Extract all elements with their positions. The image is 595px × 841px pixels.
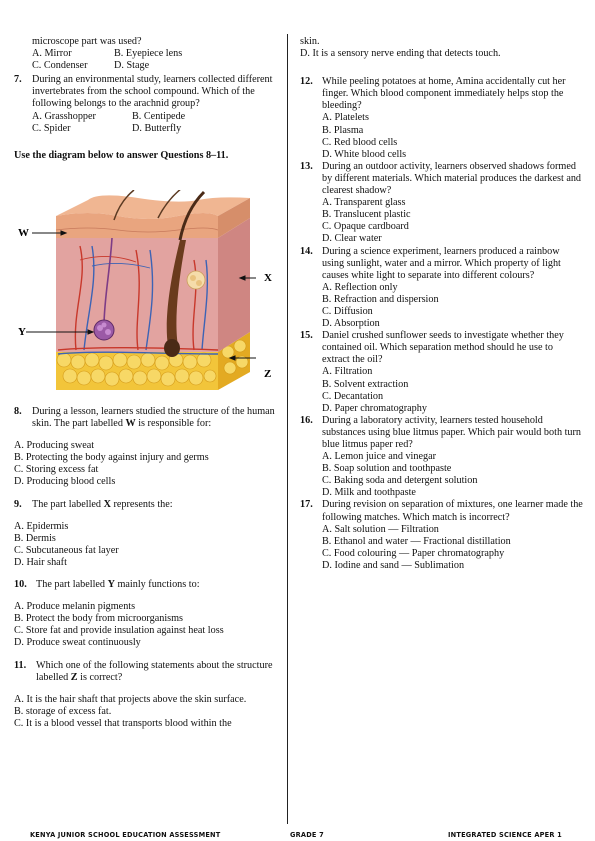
question-9: 9. The part labelled X represents the: [14, 498, 173, 510]
q16-option-d[interactable]: D. Milk and toothpaste [322, 487, 416, 499]
epidermis-layer [56, 195, 250, 238]
footer-paper: INTEGRATED SCIENCE APER 1 [448, 831, 562, 839]
q8-option-d[interactable]: D. Producing blood cells [14, 476, 116, 488]
q7-option-b[interactable]: B. Centipede [132, 110, 186, 122]
left-column-lower [14, 406, 276, 730]
q12-option-a[interactable]: A. Platelets [322, 112, 369, 124]
q12-option-d[interactable]: D. White blood cells [322, 148, 407, 160]
q7-option-d[interactable]: D. Butterfly [132, 122, 182, 134]
label-x: X [264, 272, 272, 284]
q17-option-d[interactable]: D. Iodine and sand — Sublimation [322, 559, 465, 571]
sebaceous-gland [187, 271, 205, 289]
question-17: 17. During revision on separation of mixtures, one learner made the following matches. Which match is incorrect? A. Salt solution — Filtration B. Ethanol and water — Fractional distillation C. Food colouring — Paper chromatography D. Iodine and sand — Sublimation [300, 499, 583, 571]
q14-option-d[interactable]: D. Absorption [322, 318, 380, 330]
column-divider [287, 34, 288, 824]
q13-option-d[interactable]: D. Clear water [322, 233, 382, 245]
label-y: Y [18, 326, 26, 338]
q11-options [14, 694, 276, 730]
question-10: 10. The part labelled Y mainly functions to: [14, 579, 200, 591]
q6-option-b[interactable]: B. Eyepiece lens [114, 48, 183, 60]
q11-continued: skin. D. It is a sensory nerve ending that detects touch. [300, 36, 583, 60]
diagram-heading: Use the diagram below to answer Questions 8–11. [14, 149, 229, 161]
question-16: 16. During a laboratory activity, learners tested household substances using blue litmus paper. Which pair would both turn blue litmus paper red? A. Lemon juice and vinegar B. Soap solution and toothpaste C. Baking soda and detergent solution D. Milk and toothpaste [300, 414, 581, 499]
q12-option-c[interactable]: C. Red blood cells [322, 136, 398, 148]
q9-option-d[interactable]: D. Hair shaft [14, 556, 67, 568]
q10-option-a[interactable]: A. Produce melanin pigments [14, 601, 136, 613]
footer-exam-name: KENYA JUNIOR SCHOOL EDUCATION ASSESSMENT [30, 831, 221, 839]
left-column [14, 36, 276, 162]
q11-option-d[interactable]: D. It is a sensory nerve ending that detects touch. [300, 48, 501, 60]
label-z: Z [264, 368, 272, 380]
question-13: 13. During an outdoor activity, learners observed shadows formed by different materials. Which material produces the darkest and clearest shadow? A. Transparent glass B. Translucent plastic C. Opaque cardboard D. Clear water [300, 160, 582, 245]
q7-option-a[interactable]: A. Grasshopper [32, 110, 96, 122]
q7-option-c[interactable]: C. Spider [32, 122, 71, 134]
q11-option-b[interactable]: B. storage of excess fat. [14, 705, 112, 717]
q15-option-b[interactable]: B. Solvent extraction [322, 378, 409, 390]
skin-cross-section-diagram [18, 190, 280, 400]
q8-option-b[interactable]: B. Protecting the body against injury and germs [14, 452, 209, 464]
q9-options [14, 521, 276, 569]
question-7: 7. During an environmental study, learners collected different invertebrates from the school compound. Which of the following belongs to the arachnid group? A. Grasshopper B. Centipede C. Spider D. Butterfly [14, 74, 276, 134]
q8-options [14, 440, 276, 488]
q14-option-a[interactable]: A. Reflection only [322, 281, 398, 293]
q17-option-a[interactable]: A. Salt solution — Filtration [322, 523, 439, 535]
q17-option-b[interactable]: B. Ethanol and water — Fractional distillation [322, 535, 511, 547]
q9-option-a[interactable]: A. Epidermis [14, 520, 69, 532]
question-12: 12. While peeling potatoes at home, Amina accidentally cut her finger. Which blood component immediately helps stop the bleeding? A. Platelets B. Plasma C. Red blood cells D. White blood cells [300, 76, 583, 161]
q14-option-c[interactable]: C. Diffusion [322, 305, 373, 317]
q15-option-c[interactable]: C. Decantation [322, 390, 384, 402]
footer-grade: GRADE 7 [290, 831, 324, 839]
q17-option-c[interactable]: C. Food colouring — Paper chromatography [322, 547, 505, 559]
question-6-tail: microscope part was used? A. Mirror B. Eyepiece lens C. Condenser D. Stage [32, 36, 183, 72]
q15-option-d[interactable]: D. Paper chromatography [322, 402, 427, 414]
q11-option-c[interactable]: C. It is a blood vessel that transports blood within the [14, 717, 232, 729]
q11-option-a[interactable]: A. It is the hair shaft that projects above the skin surface. [14, 693, 247, 705]
q9-option-c[interactable]: C. Subcutaneous fat layer [14, 544, 119, 556]
q13-option-b[interactable]: B. Translucent plastic [322, 209, 411, 221]
q12-option-b[interactable]: B. Plasma [322, 124, 364, 136]
q10-option-d[interactable]: D. Produce sweat continuously [14, 637, 141, 649]
label-w: W [18, 227, 29, 239]
question-8: 8. During a lesson, learners studied the structure of the human skin. The part labelled W is responsible for: [14, 406, 275, 430]
q16-option-a[interactable]: A. Lemon juice and vinegar [322, 451, 437, 463]
q16-option-b[interactable]: B. Soap solution and toothpaste [322, 463, 452, 475]
q6-option-d[interactable]: D. Stage [114, 60, 150, 72]
q8-option-a[interactable]: A. Producing sweat [14, 440, 95, 452]
right-column [300, 36, 583, 572]
question-14: 14. During a science experiment, learners produced a rainbow using sunlight, water and a mirror. Which property of light causes white light to separate into different colours? A. Reflection only B. Refraction and dispersion C. Diffusion D. Absorption [300, 246, 583, 331]
q13-option-a[interactable]: A. Transparent glass [322, 197, 406, 209]
q8-option-c[interactable]: C. Storing excess fat [14, 464, 99, 476]
question-11: 11. Which one of the following statements about the structure labelled Z is correct? [14, 659, 273, 683]
q15-option-a[interactable]: A. Filtration [322, 366, 373, 378]
q13-option-c[interactable]: C. Opaque cardboard [322, 221, 409, 233]
q10-option-c[interactable]: C. Store fat and provide insulation against heat loss [14, 625, 224, 637]
q16-option-c[interactable]: C. Baking soda and detergent solution [322, 475, 478, 487]
q10-options [14, 601, 276, 649]
question-7-text: During an environmental study, learners collected different invertebrates from the school compound. Which of the following belongs to the arachnid group? [32, 74, 273, 110]
q9-option-b[interactable]: B. Dermis [14, 532, 56, 544]
q6-option-a[interactable]: A. Mirror [32, 48, 72, 60]
q6-option-c[interactable]: C. Condenser [32, 60, 88, 72]
question-15: 15. Daniel crushed sunflower seeds to investigate whether they contained oil. Which separation method should he use to extract the oil? A. Filtration B. Solvent extraction C. Decantation D. Paper chromatography [300, 330, 583, 415]
q14-option-b[interactable]: B. Refraction and dispersion [322, 293, 439, 305]
q10-option-b[interactable]: B. Protect the body from microorganisms [14, 613, 184, 625]
